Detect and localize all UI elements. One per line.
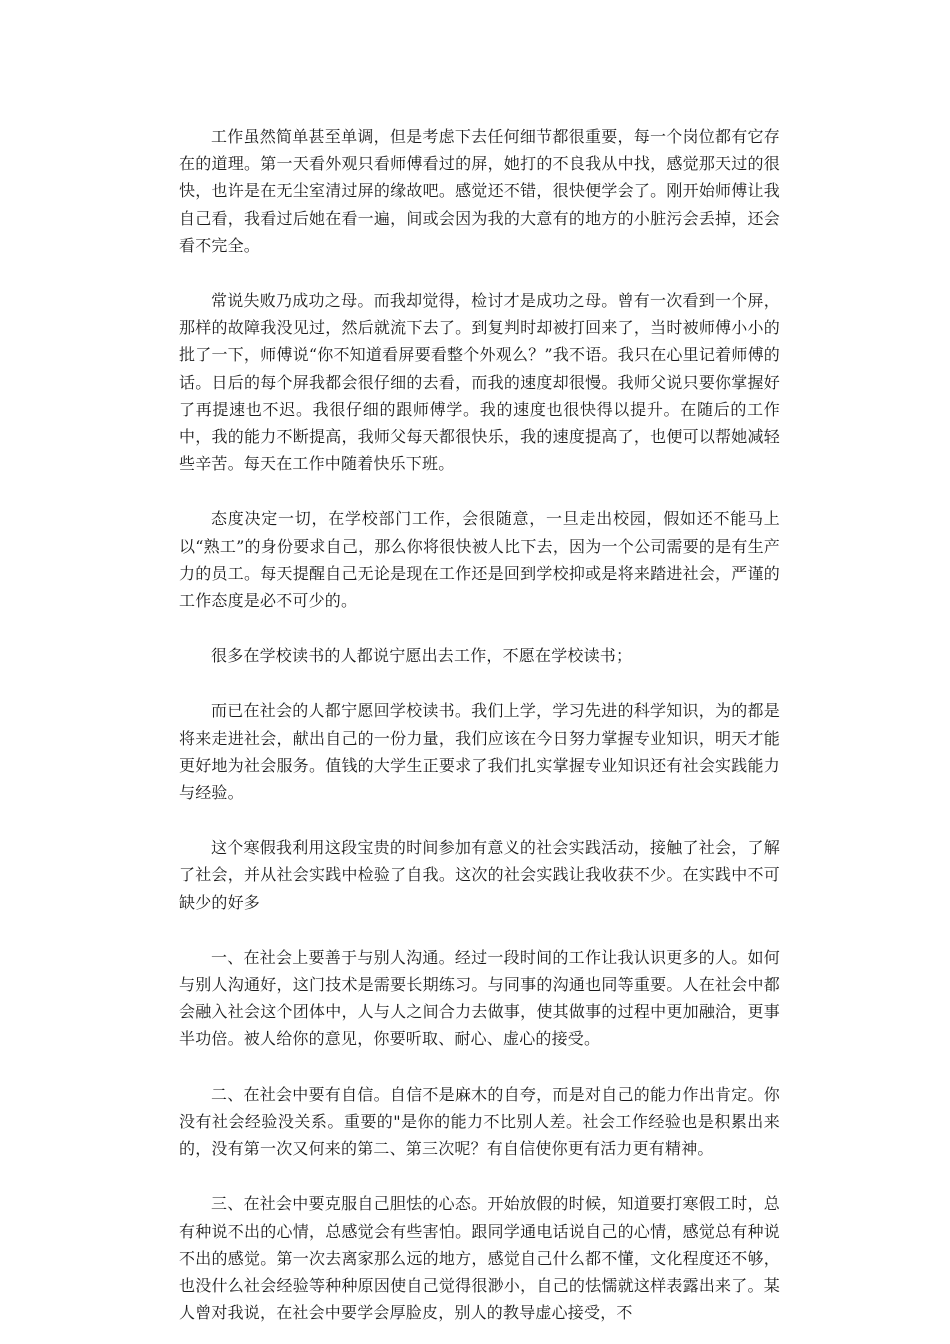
paragraph-workers-want-school: 而已在社会的人都宁愿回学校读书。我们上学，学习先进的科学知识，为的都是将来走进社会，献出自己的一份力量，我们应该在今日努力掌握专业知识，明天才能更好地为社会服务。值钱的大学生正要求了我们扎实掌握专业知识还有社会实践能力与经验。 — [179, 701, 780, 803]
paragraph-attitude: 态度决定一切，在学校部门工作，会很随意，一旦走出校园，假如还不能马上以“熟工”的身份要求自己，那么你将很快被人比下去，因为一个公司需要的是有生产力的员工。每天提醒自己无论是现在工作还是回到学校抑或是将来踏进社会，严谨的工作态度是必不可少的。 — [179, 509, 780, 611]
paragraph-point-one-communication: 一、在社会上要善于与别人沟通。经过一段时间的工作让我认识更多的人。如何与别人沟通好，这门技术是需要长期练习。与同事的沟通也同等重要。人在社会中都会融入社会这个团体中，人与人之间合力去做事，使其做事的过程中更加融洽，更事半功倍。被人给你的意见，你要听取、耐心、虚心的接受。 — [179, 947, 780, 1049]
paragraph-work-details: 工作虽然简单甚至单调，但是考虑下去任何细节都很重要，每一个岗位都有它存在的道理。第一天看外观只看师傅看过的屏，她打的不良我从中找，感觉那天过的很快，也许是在无尘室清过屏的缘故吧。感觉还不错，很快便学会了。刚开始师傅让我自己看，我看过后她在看一遍，间或会因为我的大意有的地方的小脏污会丢掉，还会看不完全。 — [179, 127, 780, 255]
document-body — [179, 123, 780, 1326]
paragraph-review-mother-of-success: 常说失败乃成功之母。而我却觉得，检讨才是成功之母。曾有一次看到一个屏，那样的故障我没见过，然后就流下去了。到复判时却被打回来了，当时被师傅小小的批了一下，师傅说“你不知道看屏要看整个外观么？”我不语。我只在心里记着师傅的话。日后的每个屏我都会很仔细的去看，而我的速度却很慢。我师父说只要你掌握好了再提速也不迟。我很仔细的跟师傅学。我的速度也很快得以提升。在随后的工作中，我的能力不断提高，我师父每天都很快乐，我的速度提高了，也便可以帮她减轻些辛苦。每天在工作中随着快乐下班。 — [179, 291, 780, 474]
paragraph-point-two-confidence: 二、在社会中要有自信。自信不是麻木的自夸，而是对自己的能力作出肯定。你没有社会经验没关系。重要的"是你的能力不比别人差。社会工作经验也是积累出来的，没有第一次又何来的第二、第三次呢？有自信使你更有活力更有精神。 — [179, 1084, 780, 1159]
paragraph-students-want-work: 很多在学校读书的人都说宁愿出去工作，不愿在学校读书； — [211, 646, 633, 666]
paragraph-winter-practice: 这个寒假我利用这段宝贵的时间参加有意义的社会实践活动，接触了社会，了解了社会，并从社会实践中检验了自我。这次的社会实践让我收获不少。在实践中不可缺少的好多 — [179, 838, 780, 912]
paragraph-point-three-timidity: 三、在社会中要克服自己胆怯的心态。开始放假的时候，知道要打寒假工时，总有种说不出的心情，总感觉会有些害怕。跟同学通电话说自己的心情，感觉总有种说不出的感觉。第一次去离家那么远的地方，感觉自己什么都不懂，文化程度还不够，也没什么社会经验等种种原因使自己觉得很渺小，自己的怯懦就这样表露出来了。某人曾对我说，在社会中要学会厚脸皮，别人的教导虚心接受，不 — [179, 1194, 780, 1323]
